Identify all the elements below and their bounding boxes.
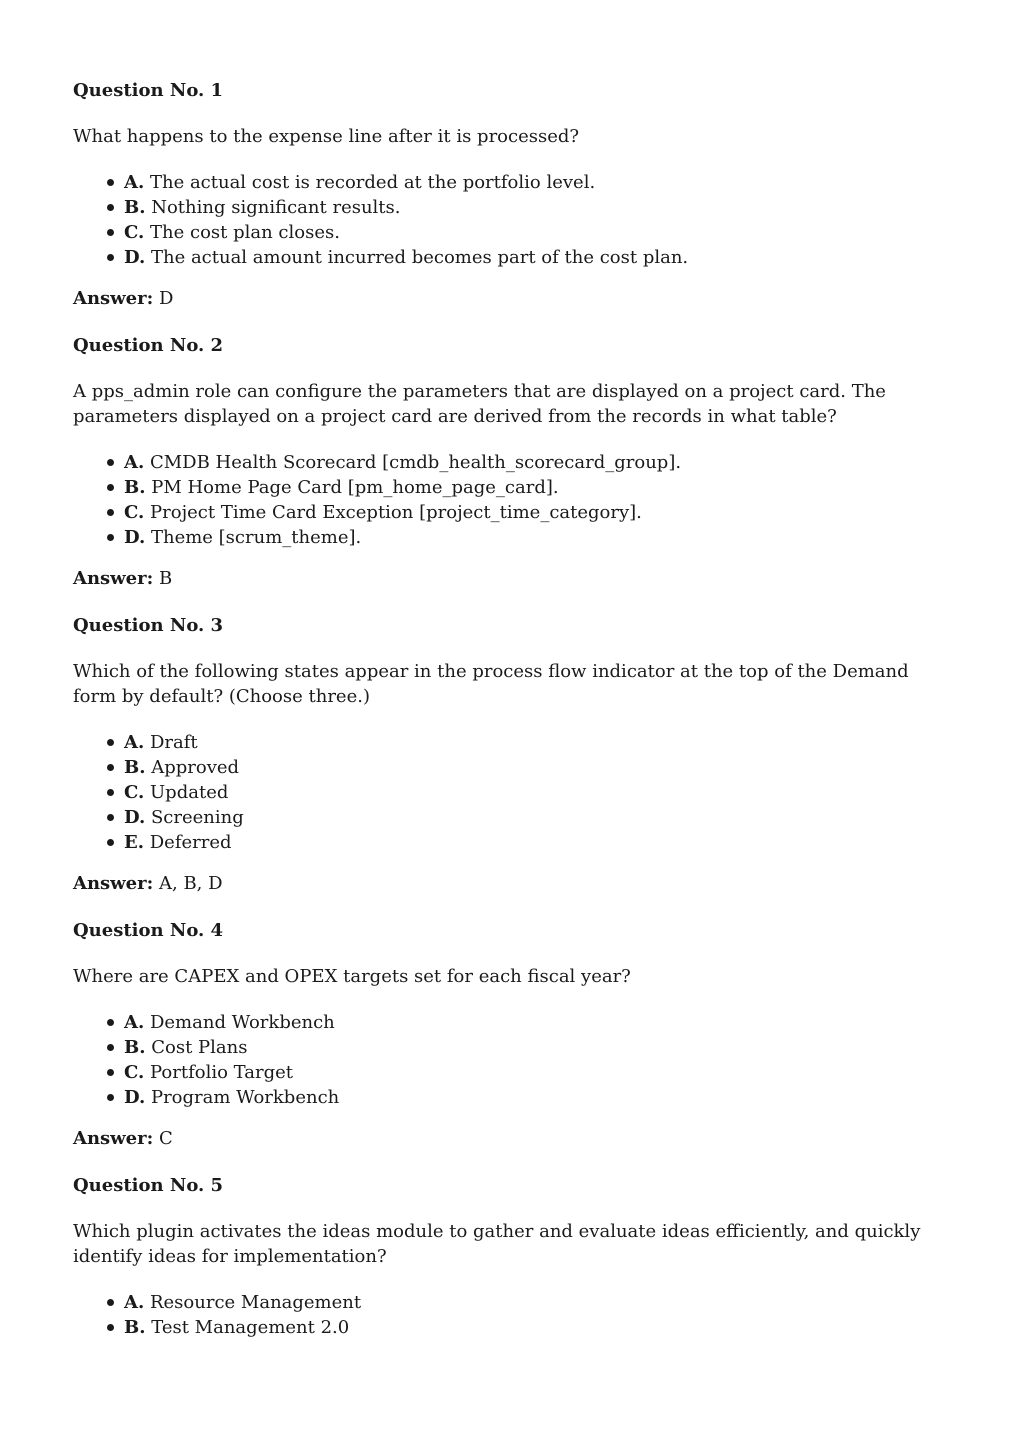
option-text: Program Workbench xyxy=(150,1087,340,1108)
question-block xyxy=(73,333,953,591)
answer-line xyxy=(73,1126,953,1151)
bullet-icon xyxy=(107,1094,114,1101)
option-text: Test Management 2.0 xyxy=(151,1317,350,1338)
question-block xyxy=(73,1173,953,1340)
option-item xyxy=(107,780,953,805)
question-text: What happens to the expense line after it is processed? xyxy=(73,126,580,147)
option-text: Project Time Card Exception [project_time_category]. xyxy=(150,502,642,523)
document-page xyxy=(73,78,953,1362)
option-text: Screening xyxy=(150,807,244,828)
bullet-icon xyxy=(107,1324,114,1331)
option-item xyxy=(107,730,953,755)
bullet-icon xyxy=(107,509,114,516)
option-text: Portfolio Target xyxy=(150,1062,293,1083)
option-letter: D. xyxy=(124,807,146,828)
option-text: Demand Workbench xyxy=(149,1012,335,1033)
answer-value: A, B, D xyxy=(159,873,223,894)
answer-label: Answer: xyxy=(73,873,154,894)
option-item xyxy=(107,1315,953,1340)
bullet-icon xyxy=(107,204,114,211)
bullet-icon xyxy=(107,484,114,491)
option-letter: B. xyxy=(124,1037,146,1058)
bullet-icon xyxy=(107,789,114,796)
answer-line xyxy=(73,566,953,591)
option-letter: B. xyxy=(124,757,146,778)
options-list xyxy=(73,730,953,855)
option-item xyxy=(107,170,953,195)
answer-label: Answer: xyxy=(73,288,154,309)
option-letter: C. xyxy=(124,782,145,803)
option-letter: D. xyxy=(124,247,146,268)
answer-value: D xyxy=(159,288,174,309)
option-letter: E. xyxy=(124,832,144,853)
options-list xyxy=(73,1290,953,1340)
option-letter: C. xyxy=(124,1062,145,1083)
option-item xyxy=(107,1035,953,1060)
bullet-icon xyxy=(107,534,114,541)
option-item xyxy=(107,220,953,245)
option-letter: C. xyxy=(124,222,145,243)
bullet-icon xyxy=(107,764,114,771)
option-item xyxy=(107,1060,953,1085)
option-letter: C. xyxy=(124,502,145,523)
bullet-icon xyxy=(107,1044,114,1051)
option-item xyxy=(107,1085,953,1110)
option-text: The actual amount incurred becomes part of the cost plan. xyxy=(150,247,689,268)
option-text: Nothing significant results. xyxy=(151,197,401,218)
option-letter: A. xyxy=(124,452,145,473)
option-letter: D. xyxy=(124,1087,146,1108)
question-block xyxy=(73,918,953,1151)
question-text: Which of the following states appear in the process flow indicator at the top of the Demand form by default? (Choose three.) xyxy=(73,661,909,707)
option-letter: B. xyxy=(124,197,146,218)
option-text: The cost plan closes. xyxy=(150,222,340,243)
option-item xyxy=(107,475,953,500)
option-letter: B. xyxy=(124,477,146,498)
bullet-icon xyxy=(107,839,114,846)
option-item xyxy=(107,525,953,550)
bullet-icon xyxy=(107,1019,114,1026)
bullet-icon xyxy=(107,179,114,186)
bullet-icon xyxy=(107,814,114,821)
option-letter: A. xyxy=(124,172,145,193)
question-title: Question No. 3 xyxy=(73,615,224,636)
option-item xyxy=(107,245,953,270)
option-item xyxy=(107,450,953,475)
option-letter: B. xyxy=(124,1317,146,1338)
bullet-icon xyxy=(107,1069,114,1076)
option-text: The actual cost is recorded at the portfolio level. xyxy=(149,172,596,193)
option-text: Draft xyxy=(149,732,198,753)
bullet-icon xyxy=(107,459,114,466)
bullet-icon xyxy=(107,229,114,236)
option-item xyxy=(107,1010,953,1035)
options-list xyxy=(73,1010,953,1110)
answer-label: Answer: xyxy=(73,1128,154,1149)
option-text: Updated xyxy=(150,782,229,803)
option-text: Approved xyxy=(151,757,240,778)
option-item xyxy=(107,500,953,525)
option-letter: A. xyxy=(124,732,145,753)
question-text: A pps_admin role can configure the parameters that are displayed on a project card. The parameters displayed on a project card are derived from the records in what table? xyxy=(73,381,886,427)
option-letter: A. xyxy=(124,1292,145,1313)
answer-label: Answer: xyxy=(73,568,154,589)
question-title: Question No. 1 xyxy=(73,80,224,101)
option-item xyxy=(107,195,953,220)
option-item xyxy=(107,830,953,855)
option-text: Theme [scrum_theme]. xyxy=(150,527,362,548)
option-letter: D. xyxy=(124,527,146,548)
question-text: Where are CAPEX and OPEX targets set for each fiscal year? xyxy=(73,966,631,987)
option-item xyxy=(107,1290,953,1315)
question-block xyxy=(73,613,953,896)
question-block xyxy=(73,78,953,311)
question-title: Question No. 5 xyxy=(73,1175,224,1196)
option-text: CMDB Health Scorecard [cmdb_health_scorecard_group]. xyxy=(149,452,682,473)
option-letter: A. xyxy=(124,1012,145,1033)
answer-line xyxy=(73,871,953,896)
question-title: Question No. 2 xyxy=(73,335,224,356)
option-item xyxy=(107,755,953,780)
option-text: Cost Plans xyxy=(151,1037,248,1058)
answer-value: B xyxy=(159,568,173,589)
bullet-icon xyxy=(107,254,114,261)
answer-value: C xyxy=(159,1128,173,1149)
bullet-icon xyxy=(107,1299,114,1306)
question-text: Which plugin activates the ideas module to gather and evaluate ideas efficiently, and quickly identify ideas for implementation? xyxy=(73,1221,921,1267)
option-text: Deferred xyxy=(149,832,232,853)
options-list xyxy=(73,170,953,270)
option-text: Resource Management xyxy=(149,1292,362,1313)
question-title: Question No. 4 xyxy=(73,920,224,941)
bullet-icon xyxy=(107,739,114,746)
option-text: PM Home Page Card [pm_home_page_card]. xyxy=(151,477,559,498)
options-list xyxy=(73,450,953,550)
option-item xyxy=(107,805,953,830)
answer-line xyxy=(73,286,953,311)
